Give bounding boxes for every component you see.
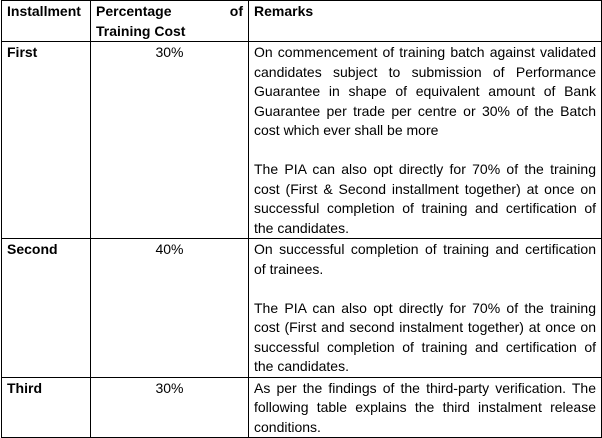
header-installment: Installment <box>2 1 91 42</box>
installment-percent: 40% <box>91 239 249 378</box>
header-percentage <box>91 1 249 42</box>
table-row-first <box>2 42 602 239</box>
installment-percent: 30% <box>91 377 249 438</box>
installment-percent: 30% <box>91 42 249 239</box>
table-row-third <box>2 377 602 438</box>
installment-name: Second <box>2 239 91 378</box>
installment-remarks <box>249 239 602 378</box>
remark-paragraph: On successful completion of training and certification of trainees. <box>254 241 596 277</box>
remark-paragraph: On commencement of training batch against validated candidates subject to submission of Performance Guarantee in shape of equivalent amount of Bank Guarantee per trade per centre or 30% of the Batch cost which ever shall be more <box>254 44 596 138</box>
installment-table <box>1 0 602 438</box>
installment-remarks <box>249 377 602 438</box>
installment-name: Third <box>2 377 91 438</box>
installment-name: First <box>2 42 91 239</box>
header-remarks: Remarks <box>249 1 602 42</box>
header-percentage-word: Percentage <box>96 3 172 19</box>
header-of-word: of <box>229 3 243 19</box>
remark-paragraph: As per the findings of the third-party verification. The following table explains the third instalment release conditions. <box>254 379 596 435</box>
remark-paragraph: The PIA can also opt directly for 70% of the training cost (First and second instalment together) at once on successful completion of training and certification of the candidates. <box>254 299 596 374</box>
table-row-second <box>2 239 602 378</box>
header-percentage-line1 <box>96 2 243 22</box>
remark-paragraph: The PIA can also opt directly for 70% of the training cost (First & Second installment together) at once on successful completion of training and certification of the candidates. <box>254 161 596 236</box>
table-header-row <box>2 1 602 42</box>
installment-remarks <box>249 42 602 239</box>
header-training-cost: Training Cost <box>96 22 186 39</box>
